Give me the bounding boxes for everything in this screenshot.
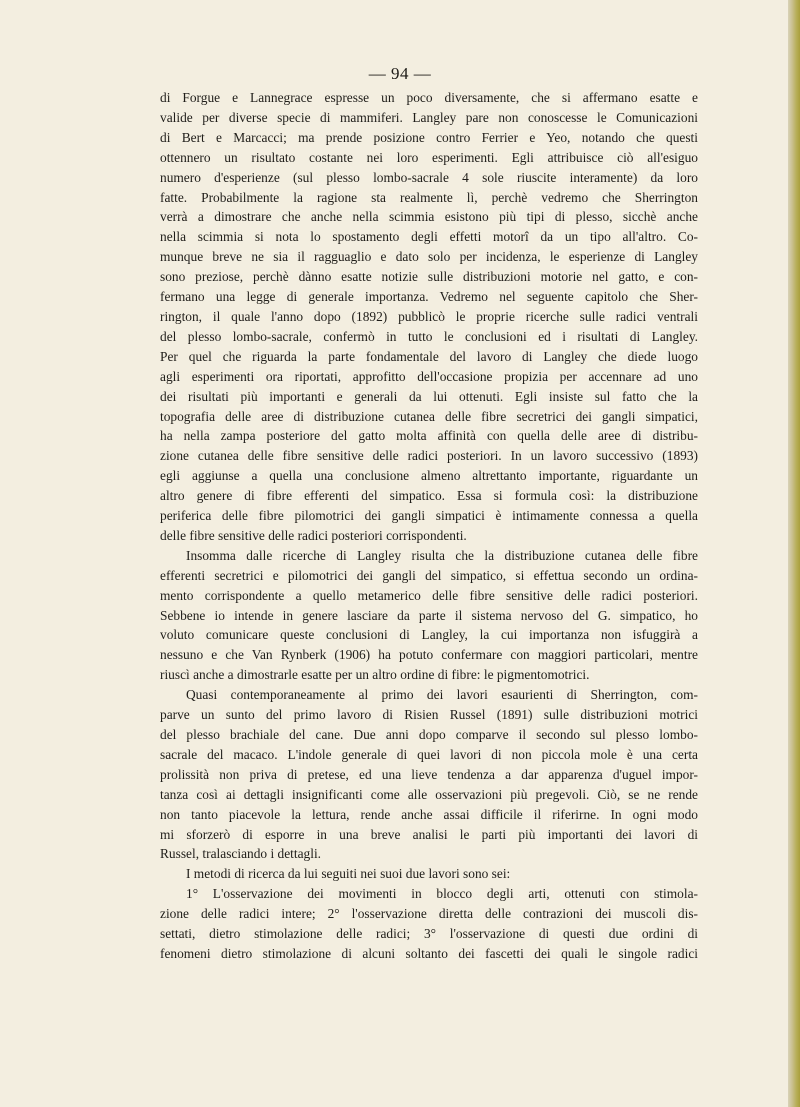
text-line: zione delle radici intere; 2° l'osservazione diretta delle contrazioni dei muscoli dis- (160, 906, 698, 922)
text-line: riuscì anche a dimostrarle esatte per un altro ordine di fibre: le pigmentomotrici. (160, 667, 590, 683)
text-line: altro genere di fibre efferenti del simpatico. Essa si formula così: la distribuzione (160, 488, 698, 504)
text-line: munque breve ne sia il ragguaglio e dato solo per incidenza, le esperienze di Langley (160, 249, 698, 265)
text-line: egli aggiunse a quella una conclusione almeno altrettanto importante, riguardante un (160, 468, 698, 484)
text-line: Russel, tralasciando i dettagli. (160, 846, 322, 862)
text-line: parve un sunto del primo lavoro di Risien Russel (1891) sulle distribuzioni motrici (160, 707, 698, 723)
text-line: rington, il quale l'anno dopo (1892) pubblicò le proprie ricerche sulle radici ventrali (160, 308, 698, 324)
text-line: di Forgue e Lannegrace espresse un poco diversamente, che si affermano esatte e (160, 90, 698, 105)
text-line: I metodi di ricerca da lui seguiti nei suoi due lavori sono sei: (186, 866, 511, 882)
text-line: settati, dietro stimolazione delle radici; 3° l'osservazione di questi due ordini di (160, 926, 698, 942)
text-line: valide per diverse specie di mammiferi. Langley pare non conoscesse le Comunicazioni (160, 109, 698, 125)
text-line: topografia delle aree di distribuzione cutanea delle fibre secretrici dei gangli simpatici, (160, 408, 698, 424)
page-edge (788, 0, 800, 1107)
text-line: Quasi contemporaneamente al primo dei lavori esaurienti di Sherrington, com- (186, 687, 698, 703)
text-line: del plesso brachiale del cane. Due anni dopo comparve il secondo sul plesso lombo- (160, 727, 698, 742)
text-line: verrà a dimostrare che anche nella scimmia esistono più tipi di plesso, sicchè anche (160, 209, 698, 225)
text-line: voluto comunicare queste conclusioni di Langley, la cui importanza non isfuggirà a (160, 627, 698, 643)
text-line: fatte. Probabilmente la ragione sta realmente lì, perchè vedremo che Sherrington (160, 189, 698, 205)
text-line: sacrale del macaco. L'indole generale di quei lavori di non piccola mole è una certa (160, 746, 698, 762)
text-line: Insomma dalle ricerche di Langley risulta che la distribuzione cutanea delle fibre (186, 547, 698, 563)
text-line: sono preziose, perchè dànno esatte notizie sulle distribuzioni motorie nel gatto, e con- (160, 269, 698, 285)
text-line: fenomeni dietro stimolazione di alcuni soltanto dei fascetti dei quali le singole radici (160, 945, 698, 961)
text-line: dei risultati più importanti e generali da lui ottenuti. Egli insiste sul fatto che la (160, 388, 698, 404)
text-line: tanza così ai dettagli insignificanti come alle osservazioni più pregevoli. Ciò, se ne rende (160, 786, 698, 802)
body-text (160, 88, 698, 964)
text-line: 1° L'osservazione dei movimenti in blocco degli arti, ottenuti con stimola- (186, 886, 698, 902)
text-line: nella scimmia si nota lo spostamento degli effetti motorî da un tipo all'altro. Co- (160, 229, 698, 245)
text-line: prolissità non priva di pretese, ed una lieve tendenza a dar apparenza d'uguel impor- (160, 766, 698, 782)
text-line: del plesso lombo-sacrale, confermò in tutto le conclusioni ed i risultati di Langley. (160, 328, 698, 344)
text-line: periferica delle fibre pilomotrici dei gangli simpatici è intimamente connessa a quella (160, 508, 698, 524)
text-line: efferenti secretrici e pilomotrici dei gangli del simpatico, si effettua secondo un ordina- (160, 567, 698, 583)
text-line: ha nella zampa posteriore del gatto molta affinità con quella delle aree di distribu- (160, 428, 698, 444)
text-line: zione cutanea delle fibre sensitive delle radici posteriori. In un lavoro successivo (1893) (160, 448, 698, 464)
text-line: agli esperimenti ora riportati, approfitto dell'occasione propizia per accennare ad uno (160, 368, 698, 384)
text-line: non tanto piacevole la lettura, rende anche assai difficile il riferirne. In ogni modo (160, 806, 698, 822)
text-line: nessuno e che Van Rynberk (1906) ha potuto confermare con maggiori particolari, mentre (160, 647, 698, 663)
text-line: mento corrispondente a quello metamerico delle fibre sensitive delle radici posteriori. (160, 587, 698, 603)
text-line: delle fibre sensitive delle radici posteriori corrispondenti. (160, 527, 467, 543)
text-line: di Bert e Marcacci; ma prende posizione contro Ferrier e Yeo, notando che questi (160, 129, 698, 145)
text-line: numero d'esperienze (sul plesso lombo-sacrale 4 sole riuscite interamente) da loro (160, 169, 698, 185)
text-line: Sebbene io intende in genere lasciare da parte il sistema nervoso del G. simpatico, ho (160, 607, 698, 623)
text-line: ottennero un risultato costante nei loro esperimenti. Egli attribuisce ciò all'esiguo (160, 149, 698, 165)
text-line: fermano una legge di generale importanza. Vedremo nel seguente capitolo che Sher- (160, 289, 698, 305)
text-line: mi sforzerò di esporre in una breve analisi le parti più importanti dei lavori di (160, 826, 698, 842)
page-number: — 94 — (368, 64, 432, 83)
text-line: Per quel che riguarda la parte fondamentale del lavoro di Langley che diede luogo (160, 348, 698, 364)
